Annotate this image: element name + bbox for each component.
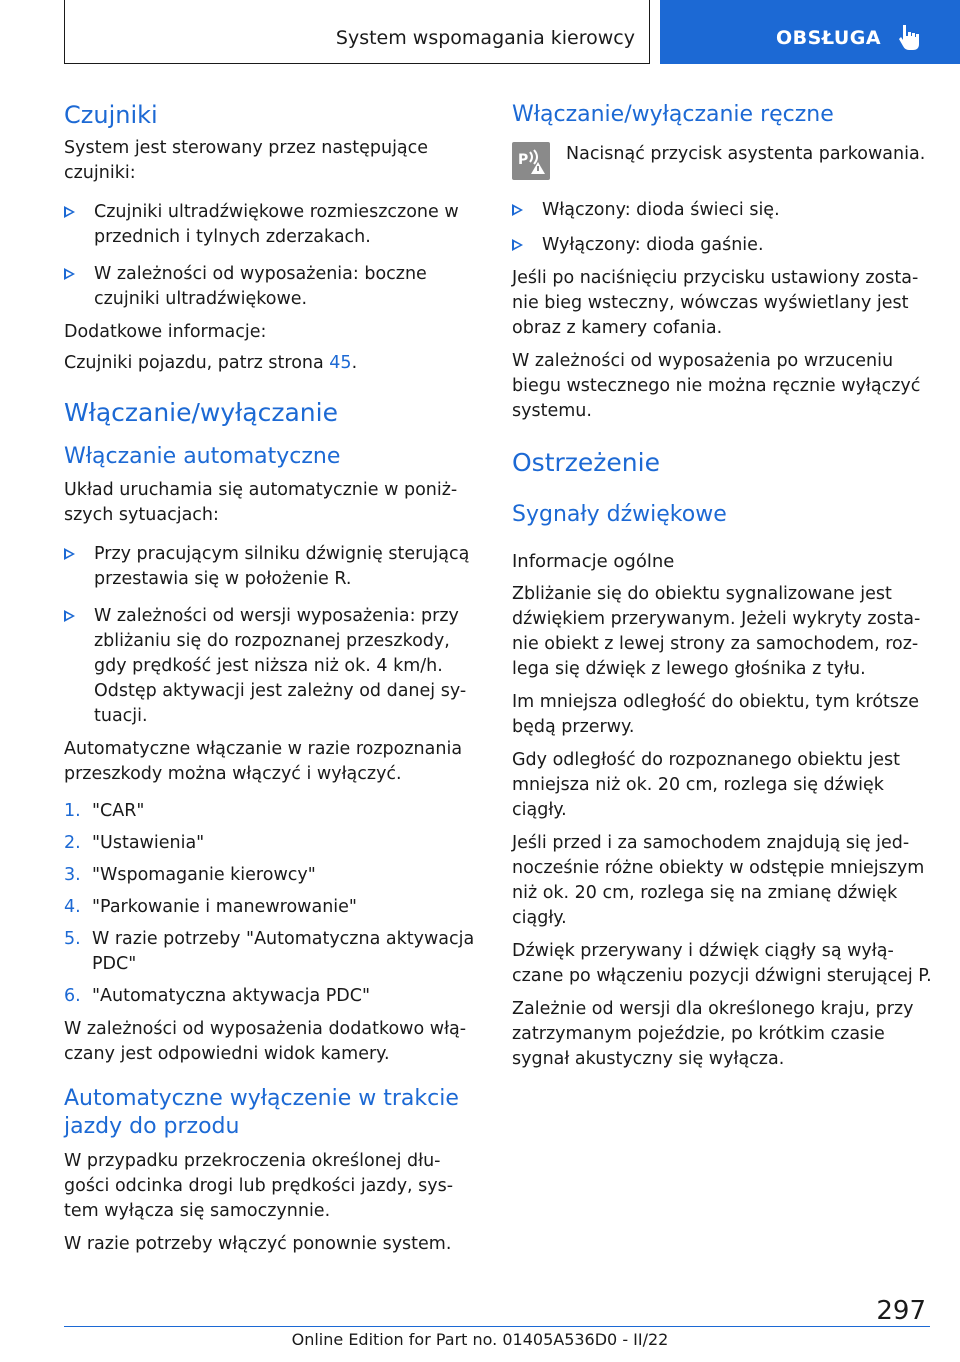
- bullet-triangle-icon: [64, 610, 75, 622]
- bullet-triangle-icon: [512, 204, 523, 216]
- step-item: 1. "CAR": [64, 801, 145, 821]
- page-link[interactable]: 45: [329, 353, 352, 373]
- svg-text:P: P: [518, 152, 529, 168]
- chapter-tab: [660, 0, 960, 64]
- general-p4: Jeśli przed i za samochodem znajdują się jed- nocześnie różne obiekty w odstępie mniejszym niż ok. 20 cm, rozlega się na zmianę dźwięk ciągły.: [512, 833, 925, 928]
- page-number: 297: [876, 1296, 926, 1326]
- bullet-triangle-icon: [64, 206, 75, 218]
- step-item: 6. "Automatyczna aktywacja PDC": [64, 986, 371, 1006]
- step-item: 3. "Wspomaganie kierowcy": [64, 865, 316, 885]
- heading-warning: Ostrzeżenie: [512, 448, 660, 477]
- header-title-box: [64, 0, 650, 64]
- footer-edition: Online Edition for Part no. 01405A536D0 - II/22: [291, 1330, 669, 1349]
- list-item: Przy pracującym silniku dźwignię sterującą przestawia się w położenie R.: [64, 542, 484, 592]
- manual-text: Nacisnąć przycisk asystenta parkowania.: [566, 144, 926, 164]
- footer-divider: [64, 1326, 930, 1327]
- general-p3: Gdy odległość do rozpoznanego obiektu jest mniejsza niż ok. 20 cm, rozlega się dźwięk ciągły.: [512, 750, 900, 820]
- pdc-button-icon: [512, 142, 550, 180]
- auto-on-intro: Układ uruchamia się automatycznie w poniż- szych sytuacjach:: [64, 480, 458, 525]
- section-title: System wspomagania kierowcy: [335, 27, 635, 49]
- manual-instruction: [512, 142, 932, 186]
- hand-pointer-icon: [896, 22, 924, 52]
- list-item: W zależności od wyposażenia: boczne czujniki ultradźwiękowe.: [64, 262, 484, 312]
- auto-off-text: W przypadku przekroczenia określonej dłu- gości odcinka drogi lub prędkości jazdy, sys- tem wyłącza się samoczynnie.: [64, 1151, 454, 1221]
- auto-obstacle-text: Automatyczne włączanie w razie rozpoznania przeszkody można włączyć i wyłączyć.: [64, 739, 463, 784]
- heading-auto-on: Włączanie automatyczne: [64, 444, 341, 469]
- auto-off-text-2: W razie potrzeby włączyć ponownie system.: [64, 1234, 452, 1254]
- list-item: Wyłączony: dioda gaśnie.: [512, 233, 932, 258]
- step-item: 2. "Ustawienia": [64, 833, 205, 853]
- right-column: [512, 100, 932, 1072]
- bullet-triangle-icon: [64, 268, 75, 280]
- more-info-label: Dodatkowe informacje:: [64, 322, 267, 342]
- cross-reference: Czujniki pojazdu, patrz strona 45.: [64, 353, 358, 373]
- general-p2: Im mniejsza odległość do obiektu, tym krótsze będą przerwy.: [512, 692, 919, 737]
- heading-sounds: Sygnały dźwiękowe: [512, 502, 727, 527]
- general-p5: Dźwięk przerywany i dźwięk ciągły są wyłą- czane po włączeniu pozycji dźwigni sterującej P.: [512, 941, 932, 986]
- list-item: Włączony: dioda świeci się.: [512, 198, 932, 223]
- heading-on-off: Włączanie/wyłączanie: [64, 398, 338, 427]
- camera-text: W zależności od wyposażenia dodatkowo włą- czany jest odpowiedni widok kamery.: [64, 1019, 467, 1064]
- list-item: W zależności od wersji wyposażenia: przy zbliżaniu się do rozpoznanej przeszkody, gdy prędkość jest niższa niż ok. 4 km/h. Odstęp aktywacji jest zależny od danej sy- tuacji.: [64, 604, 484, 729]
- steps-list: [64, 799, 484, 1009]
- general-p1: Zbliżanie się do obiektu sygnalizowane jest dźwiękiem przerywanym. Jeżeli wykryty zosta- nie obiekt z lewej strony za samochodem, roz- lega się dźwięk z lewego głośnika z tyłu.: [512, 584, 921, 679]
- heading-sensors: Czujniki: [64, 101, 158, 129]
- reverse-text: Jeśli po naciśnięciu przycisku ustawiony zosta- nie bieg wsteczny, wówczas wyświetlany jest obraz z kamery cofania.: [512, 268, 919, 338]
- step-item: 4. "Parkowanie i manewrowanie": [64, 897, 357, 917]
- left-column: [64, 100, 484, 1257]
- bullet-triangle-icon: [64, 548, 75, 560]
- chapter-tab-label: OBSŁUGA: [776, 27, 882, 49]
- list-item: Czujniki ultradźwiękowe rozmieszczone w przednich i tylnych zderzakach.: [64, 200, 484, 250]
- heading-manual: Włączanie/wyłączanie ręczne: [512, 102, 834, 127]
- heading-general: Informacje ogólne: [512, 551, 675, 572]
- step-item: 5. W razie potrzeby "Automatyczna aktywacja PDC": [64, 929, 475, 974]
- heading-auto-off: Automatyczne wyłączenie w trakcie jazdy do przodu: [64, 1086, 459, 1139]
- reverse-text-2: W zależności od wyposażenia po wrzuceniu biegu wstecznego nie można ręcznie wyłączyć systemu.: [512, 351, 921, 421]
- sensors-intro: System jest sterowany przez następujące czujniki:: [64, 138, 429, 183]
- general-p6: Zależnie od wersji dla określonego kraju, przy zatrzymanym pojeździe, po krótkim czasie sygnał akustyczny się wyłącza.: [512, 999, 914, 1069]
- bullet-triangle-icon: [512, 239, 523, 251]
